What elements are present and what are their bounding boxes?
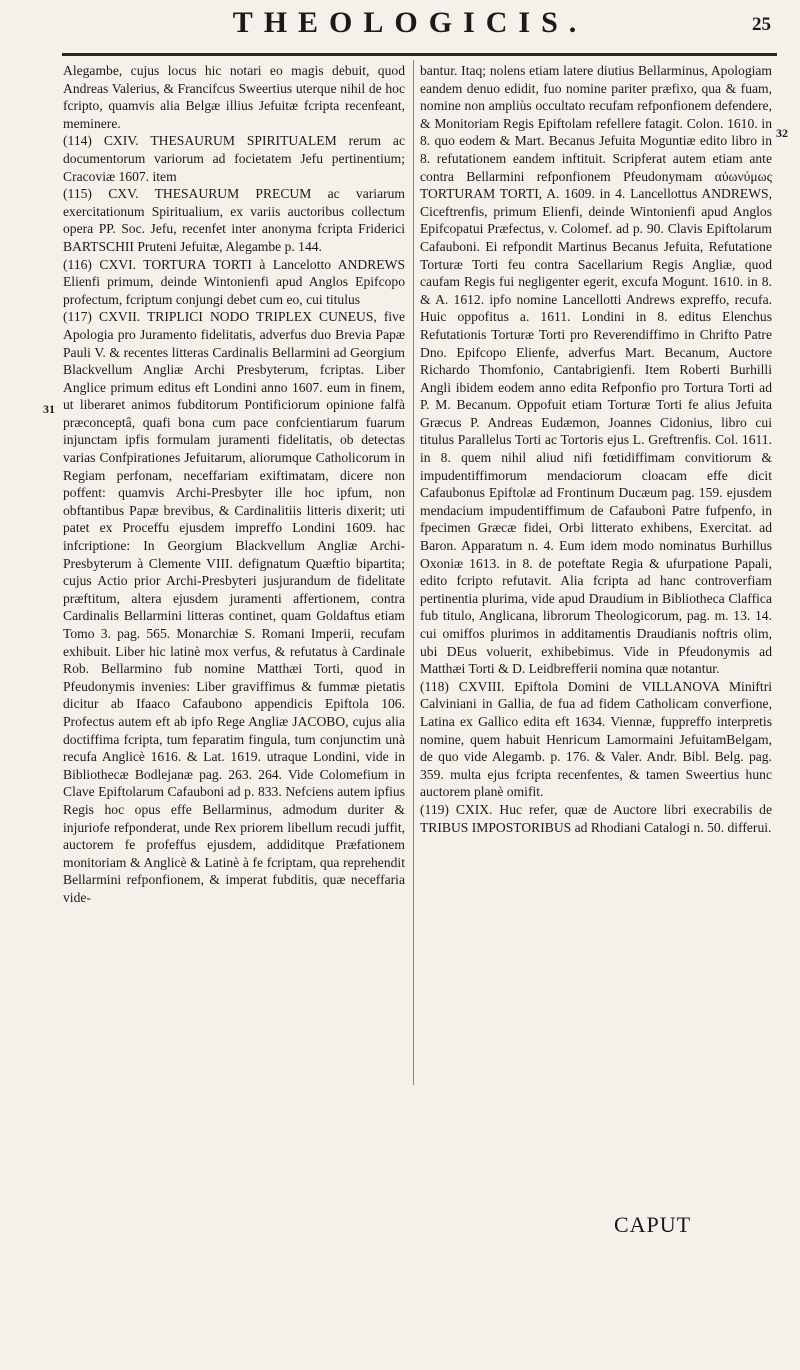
catchword: CAPUT (614, 1212, 692, 1237)
running-title: THEOLOGICIS. (232, 6, 588, 39)
paragraph: (114) CXIV. THESAURUM SPIRITUALEM rerum ac documentorum variorum ad focietatem Jefu pertinentium; Cracoviæ 1607. item (63, 133, 405, 184)
margin-line-number-left: 31 (43, 402, 55, 416)
left-column (63, 62, 405, 907)
page-number: 25 (752, 14, 771, 35)
paragraph: Alegambe, cujus locus hic notari eo magis debuit, quod Andreas Valerius, & Francifcus Sweertius uterque nihil de hoc fcripto, quamvis alia Belgæ illius Jefuitæ fcripta recenfeant, meminere. (63, 63, 405, 131)
header-rule (62, 53, 777, 56)
paragraph: (119) CXIX. Huc refer, quæ de Auctore libri execrabilis de TRIBUS IMPOSTORIBUS ad Rhodiani Catalogi n. 50. differui. (420, 801, 772, 835)
paragraph: (115) CXV. THESAURUM PRECUM ac variarum exercitationum Spiritualium, ex variis auctoribus collectum opera PP. Soc. Jefu, recenfet inter anonyma fcripta Friderici BARTSCHII Pruteni Jefuitæ, Alegambe p. 144. (63, 186, 405, 254)
right-column (420, 62, 772, 836)
paragraph: (116) CXVI. TORTURA TORTI à Lancelotto ANDREWS Elienfi primum, deinde Wintonienfi apud Anglos Epifcopo profectum, fcriptum conjungi debet cum eo, cui titulus (63, 256, 405, 307)
paragraph: (117) CXVII. TRIPLICI NODO TRIPLEX CUNEUS, five Apologia pro Juramento fidelitatis, adverfus duo Brevia Papæ Pauli V. & recentes litteras Cardinalis Bellarmini ad Georgium Blackvellum Angliæ Archi Presbyterum, fcriptas. Liber Anglice primum editus eft Londini anno 1607. eum in finem, ut liberaret animos fubditorum Pontificiorum opinione falfà præconceptâ, quafi bona cum pace confcientiarum fuarum injunctam ipfis formulam juramenti fidelitatis, ob detectas varias Confpirationes Jefuitarum, aliorumque Catholicorum in Regiam perfonam, neceffariam exiftimatam, dicere non poffent: quamvis Archi-Presbyter ille hoc ipfum, non obftantibus Papæ brevibus, & Cardinalitiis litteris dixerit; uti patet ex Proceffu ejusdem impreffo Londini 1609. hac infcriptione: In Georgium Blackvellum Angliæ Archi-Presbyterum à Clemente VIII. defignatum Quæftio bipartita; cujus Actio prior Archi-Presbyteri jusjurandum de fidelitate præftitum, altera ejusdem juramenti affertionem, contra Cardinalis Bellarmini litteras continet, quam Goldaftus etiam Tomo 3. pag. 565. Monarchiæ S. Romani Imperii, recufam exhibuit. Liber hic latinè mox verfus, & refutatus à Cardinale Rob. Bellarmino fub nomine Matthæi Torti, quod in Pfeudonymis invenies: Liber graviffimus & fummæ pietatis dicitur ab Ifaaco Cafaubono appendicis Epiftola 106. Profectus autem eft ab ipfo Rege Angliæ JACOBO, cujus alia doctiffima fcripta, tum feparatim fingula, tum conjunctim unà recufa Anglicè 1616. & Lat. 1619. utraque Londini, vide in Bibliothecæ Bodlejanæ pag. 263. 264. Vide Colomefium in Clave Epiftolarum Cafauboni ad p. 833. Nefciens autem ipfius Regis hoc opus effe Bellarminus, admodum duriter & injuriofe refponderat, unde Rex priorem libellum recudi juffit, auctorem fe profeffus ejusdem, addiditque Præfationem monitoriam & Anglicè & Latinè à fe fcriptam, qua reprehendit Bellarmini refponfionem, & imperat fubditis, quæ neceffaria vide- (63, 309, 405, 905)
margin-line-number-right: 32 (776, 126, 788, 140)
paragraph: bantur. Itaq; nolens etiam latere diutius Bellarminus, Apologiam eandem denuo edidit, fuo nomine pariter præfixo, qua & fuam, nomine non ampliùs occultato recufam refponfionem defendere, & Monitoriam Regis Epiftolam refellere fatagit. Colon. 1610. in 8. quo eodem & Mart. Becanus Jefuita Moguntiæ edito libro in 8. refutationem eandem inftituit. Scripferat autem etiam ante contra Bellarmini refponfionem Pfeudonymam αὐωνύμως TORTURAM TORTI, A. 1609. in 4. Lancellottus ANDREWS, Ciceftrenfis, primum Elienfi, deinde Wintonienfi apud Anglos Epifcopatui Præfectus, v. Colomef. ad p. 90. Clavis Epiftolarum Cafauboni. Ei refpondit Martinus Becanus Jefuita, Refutatione Torturæ Torti feu contra Sacellarium Regis Angliæ, quod caufam Regis fui negligenter egerit, excufa Mogunt. 1610. in 8. & A. 1612. ipfo nomine Lancellotti Andrews expreffo, recufa. Huic oppofitus a. 1611. Londini in 8. editus Elenchus Refutationis Torturæ Torti pro Reverendiffimo in Chrifto Patre Dno. Epifcopo Elienfe, adverfus Mart. Becanum, Auctore Richardo Thomfonio, Cantabrigienfi. Item Roberti Burhilli Angli ibidem eodem anno edita Refponfio pro Tortura Torti ad P. M. Becanum. Oppofuit etiam Torturæ Torti fe alius Jefuita Græcus P. Andreas Eudæmon, Joannes Cidonius, libro cui titulus Parallelus Torti ac Tortoris ejus L. Greftrenfis. Col. 1611. in 8. quem nihil aliud nifi fœtidiffimam convitiorum & impudentiffimorum mendaciorum cloacam effe dicit Cafaubonus Epiftolæ ad Frontinum Ducæum pag. 159. ejusdem mendacium impudentiffimum de Cafaubonì Patre fufpenfo, in fpecimen Græcæ fidei, Orbi litterato exhibens, Exercitat. ad Baron. Apparatum n. 4. Eum idem modo nominatus Burhillus Oxoniæ 1613. in 8. de poteftate Regia & ufurpatione Papali, edito fcripto refutavit. Alia fcripta ad hanc controverfiam pertinentia plurima, vide apud Draudium in Bibliotheca Claffica fub titulo, Anglicana, librorum Theologicorum, pag. m. 13. 14. cui omiffos plurimos in additamentis Draudianis noftris olim, ubi DEus voluerit, exhibebimus. Vide in Pfeudonymis ad Matthæi Torti & D. Leidbrefferii nomina quæ notantur. (420, 63, 772, 677)
paragraph: (118) CXVIII. Epiftola Domini de VILLANOVA Miniftri Calviniani in Gallia, de fua ad fidem Catholicam converfione, Latina ex Gallico edita eft 1634. Viennæ, fuppreffo interpretis nomine, quem habuit Henricum Lamormaini JefuitamBelgam, de quo vide Alegamb. p. 176. & Valer. Andr. Bibl. Belg. pag. 359. multa ejus fcripta recenfentes, & tamen Sweertius hunc auctorem planè omifit. (420, 678, 772, 800)
running-header (0, 0, 800, 60)
column-divider (413, 60, 414, 1085)
